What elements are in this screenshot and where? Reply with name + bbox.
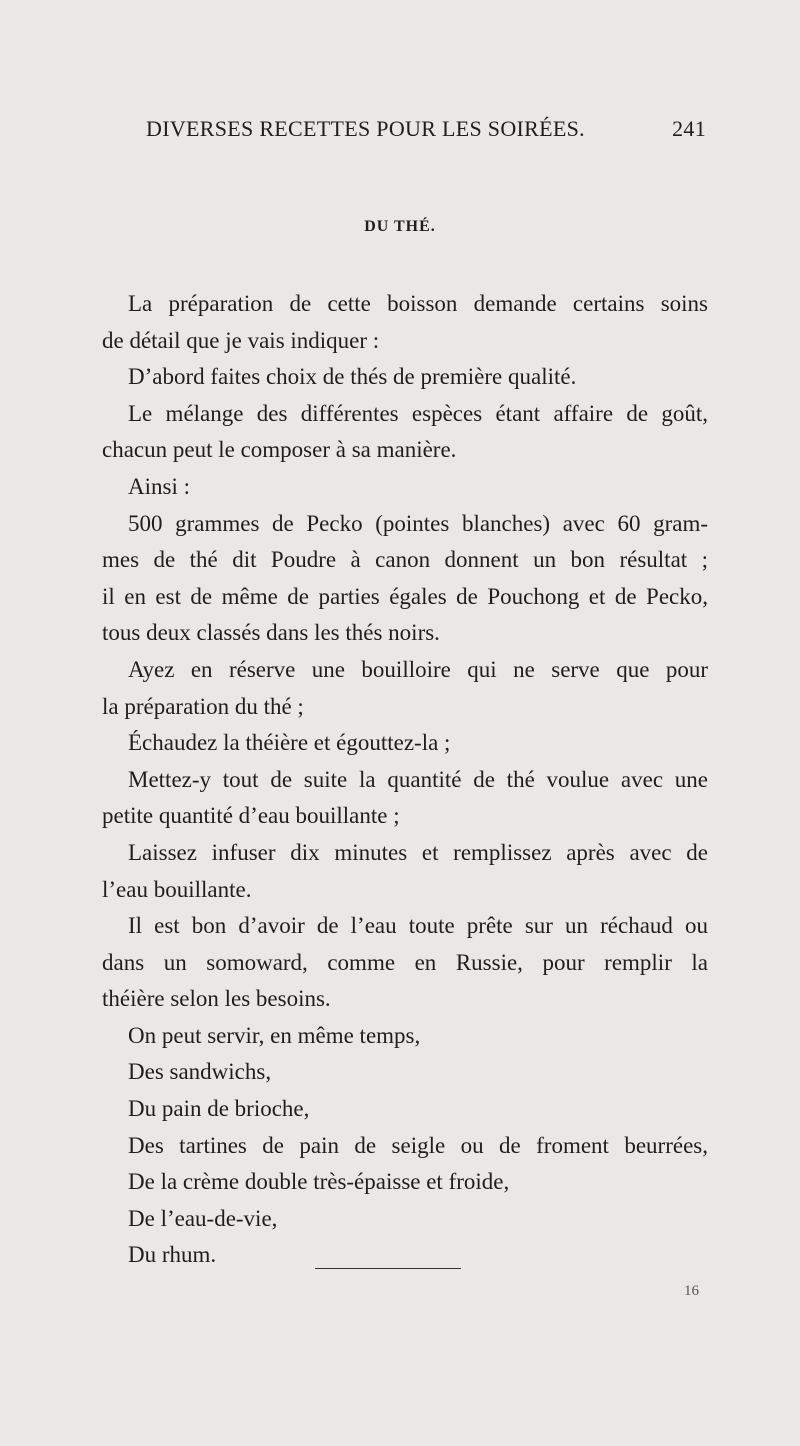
page-number: 241 <box>672 116 706 141</box>
text-line: 500 grammes de Pecko (pointes blanches) avec 60 gram- <box>128 510 708 536</box>
text-line: petite quantité d’eau bouillante ; <box>102 803 400 829</box>
text-line: mes de thé dit Poudre à canon donnent un bon résultat ; <box>102 547 708 573</box>
text-line: Des tartines de pain de seigle ou de froment beurrées, <box>128 1132 708 1158</box>
text-line: Du pain de brioche, <box>128 1096 310 1122</box>
text-line: de détail que je vais indiquer : <box>102 327 380 353</box>
text-line: De l’eau-de-vie, <box>128 1205 278 1231</box>
text-line: Des sandwichs, <box>128 1059 272 1085</box>
text-line: Laissez infuser dix minutes et remplissez après avec de <box>128 839 708 865</box>
text-line: On peut servir, en même temps, <box>128 1022 421 1048</box>
text-line: Ayez en réserve une bouilloire qui ne serve que pour <box>128 656 708 682</box>
text-line: La préparation de cette boisson demande certains soins <box>128 291 708 316</box>
text-line: Mettez-y tout de suite la quantité de thé voulue avec une <box>128 766 708 792</box>
text-line: dans un somoward, comme en Russie, pour remplir la <box>102 949 708 975</box>
text-line: Du rhum. <box>128 1242 217 1268</box>
text-line: la préparation du thé ; <box>102 693 304 719</box>
text-line: Échaudez la théière et égouttez-la ; <box>128 730 451 756</box>
text-line: Le mélange des différentes espèces étant affaire de goût, <box>128 400 708 426</box>
text-line: D’abord faites choix de thés de première qualité. <box>128 364 577 390</box>
text-line: il en est de même de parties égales de Pouchong et de Pecko, <box>102 583 708 609</box>
signature-mark: 16 <box>684 1283 699 1299</box>
text-line: théière selon les besoins. <box>102 986 331 1012</box>
footer-rule <box>315 1268 461 1269</box>
text-line: Il est bon d’avoir de l’eau toute prête sur un réchaud ou <box>128 913 708 939</box>
text-line: chacun peut le composer à sa manière. <box>102 437 457 463</box>
body-text <box>102 286 708 1274</box>
section-title: DU THÉ. <box>364 218 436 235</box>
text-line: l’eau bouillante. <box>102 876 252 902</box>
text-line: Ainsi : <box>128 473 190 499</box>
running-title: DIVERSES RECETTES POUR LES SOIRÉES. <box>146 116 585 141</box>
text-line: tous deux classés dans les thés noirs. <box>102 620 440 646</box>
text-line: De la crème double très-épaisse et froide, <box>128 1169 510 1195</box>
